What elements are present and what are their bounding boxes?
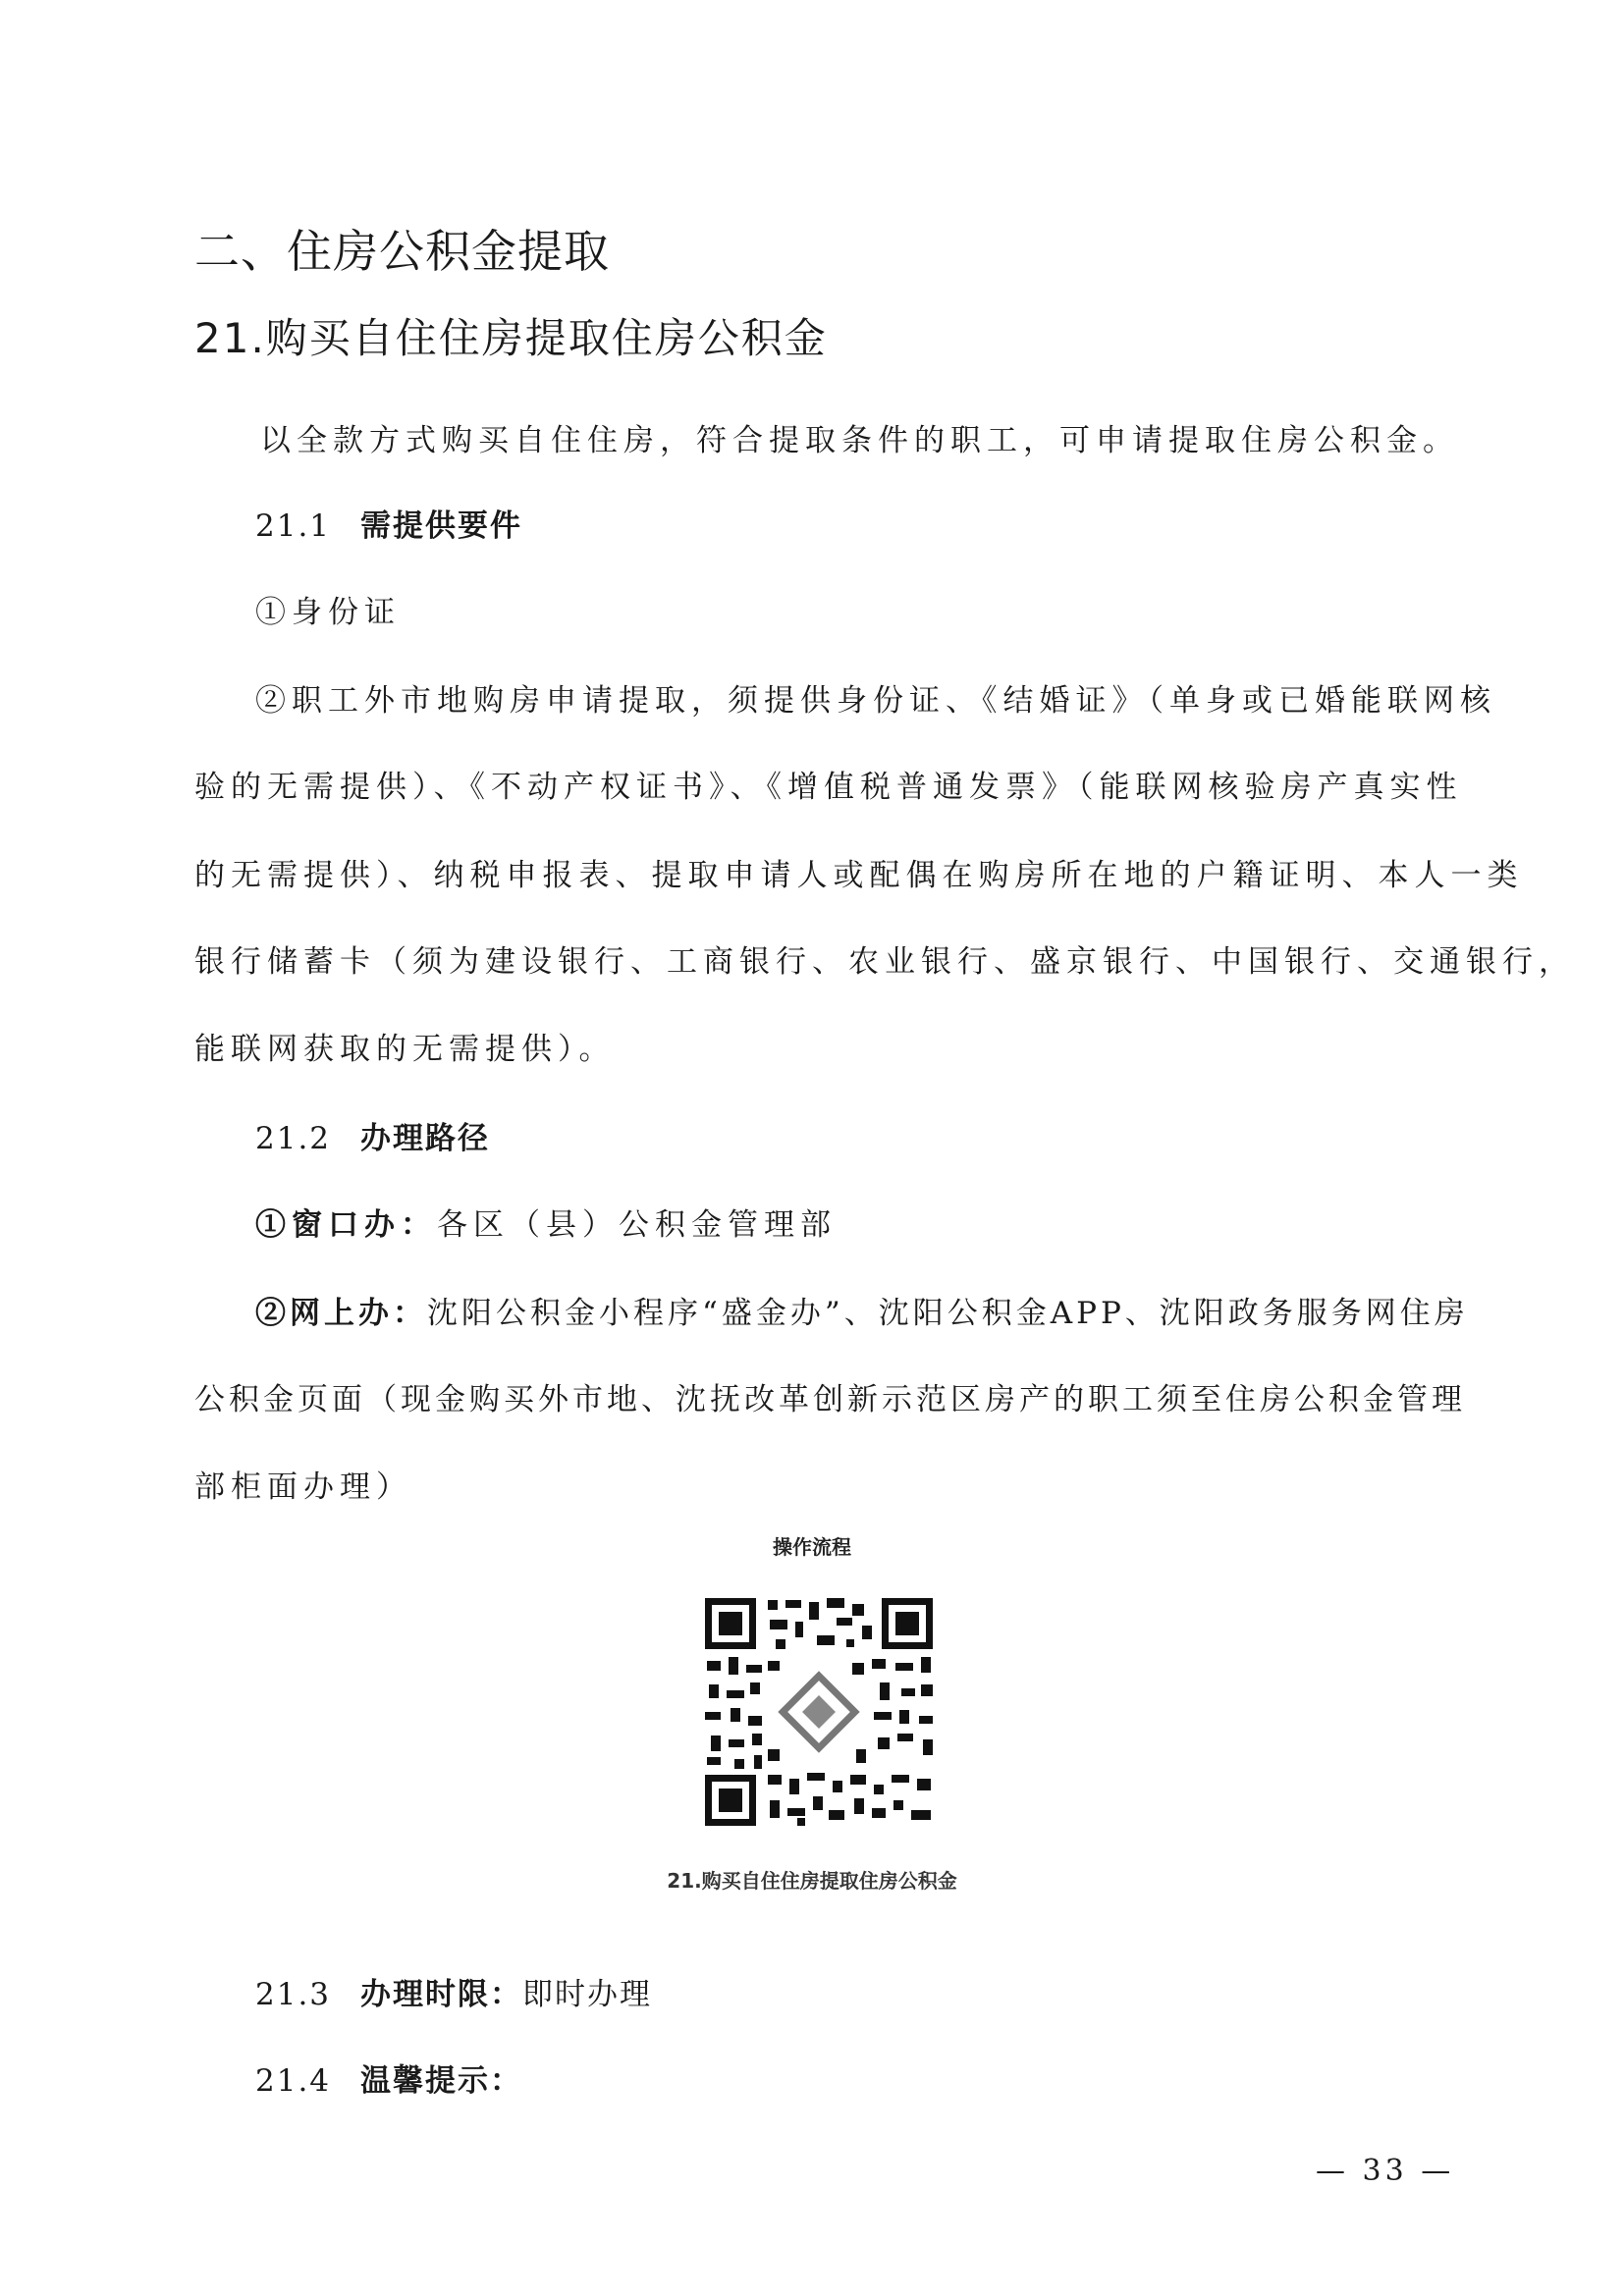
path-window: [255, 1200, 837, 1244]
processing-time-text: 即时办理: [522, 1977, 653, 2012]
requirement-item-2-line: 能联网获取的无需提供）。: [194, 1032, 616, 1067]
qr-code-icon[interactable]: [699, 1592, 939, 1832]
subsection-title: 办理路径: [360, 1121, 491, 1156]
qr-title: 操作流程: [773, 1535, 851, 1559]
path-online-label: ②网上办：: [255, 1296, 427, 1331]
subsection-number: 21.1: [255, 508, 332, 544]
requirement-item-2-line: 的无需提供）、纳税申报表、提取申请人或配偶在购房所在地的户籍证明、本人一类: [194, 858, 1524, 893]
path-online-line: [255, 1288, 1469, 1332]
subsection-number: 21.4: [255, 2063, 332, 2099]
page-number: — 33 —: [1316, 2154, 1455, 2188]
path-window-text: 各区（县）公积金管理部: [437, 1207, 837, 1243]
path-online-line: 部柜面办理）: [194, 1469, 412, 1505]
intro-paragraph: 以全款方式购买自住住房，符合提取条件的职工，可申请提取住房公积金。: [260, 423, 1459, 458]
subsection-21-1: [255, 501, 522, 545]
requirement-item-2-line: 验的无需提供）、《不动产权证书》、《增值税普通发票》（能联网核验房产真实性: [194, 770, 1463, 805]
subsection-title: 温馨提示：: [360, 2063, 523, 2099]
subsection-title: 办理时限：: [360, 1977, 523, 2012]
requirement-item-1: ①身份证: [255, 595, 401, 630]
subsection-title: 需提供要件: [360, 508, 523, 544]
path-online-line: 公积金页面（现金购买外市地、沈抚改革创新示范区房产的职工须至住房公积金管理: [194, 1382, 1466, 1417]
subsection-21-3: [255, 1969, 652, 2013]
subsection-21-4: [255, 2056, 522, 2100]
path-window-label: ①窗口办：: [255, 1207, 437, 1243]
qr-caption: 21.购买自住住房提取住房公积金: [667, 1869, 957, 1893]
requirement-item-2-line: ②职工外市地购房申请提取，须提供身份证、《结婚证》（单身或已婚能联网核: [255, 683, 1496, 719]
section-heading: 21.购买自住住房提取住房公积金: [194, 314, 828, 362]
chapter-heading: 二、住房公积金提取: [194, 225, 610, 278]
requirement-item-2-line: 银行储蓄卡（须为建设银行、工商银行、农业银行、盛京银行、中国银行、交通银行，: [194, 944, 1575, 980]
subsection-number: 21.2: [255, 1121, 332, 1156]
subsection-number: 21.3: [255, 1977, 332, 2012]
path-online-text: 沈阳公积金小程序“盛金办”、沈阳公积金APP、沈阳政务服务网住房: [427, 1296, 1469, 1331]
subsection-21-2: [255, 1113, 490, 1157]
